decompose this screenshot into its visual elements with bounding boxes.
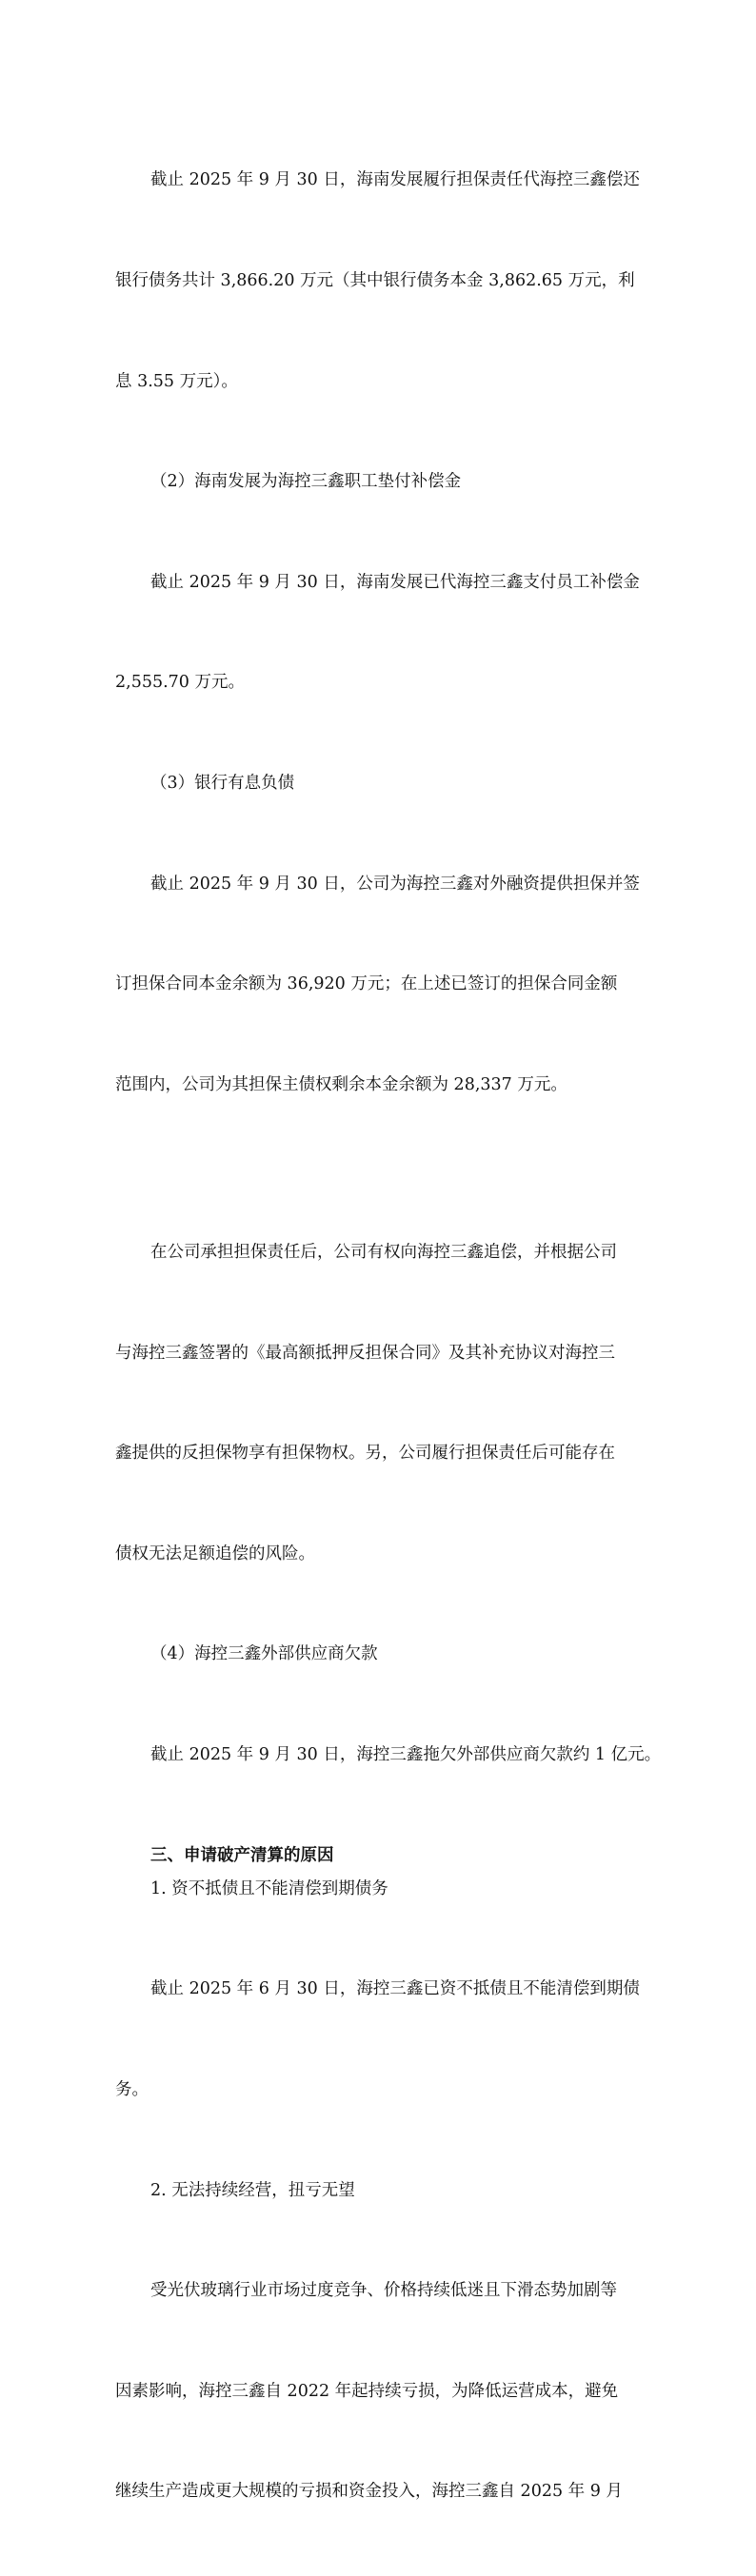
paragraph-supplier-debt — [115, 1672, 662, 1839]
text-line: （4）海控三鑫外部供应商欠款 — [150, 1644, 378, 1664]
text-line: 截止 2025 年 9 月 30 日，海南发展履行担保责任代海控三鑫偿还 — [150, 170, 640, 190]
text-line: 2. 无法持续经营，扭亏无望 — [150, 2180, 355, 2200]
text-line: 2,555.70 万元。 — [115, 673, 245, 693]
text-line: 截止 2025 年 9 月 30 日，海控三鑫拖欠外部供应商欠款约 1 亿元。 — [150, 1744, 662, 1764]
paragraph-guarantee-repayment — [115, 97, 644, 465]
text-line: 银行债务共计 3,866.20 万元（其中银行债务本金 3,862.65 万元，利 — [115, 271, 635, 291]
text-line: 范围内，公司为其担保主债权剩余本金余额为 28,337 万元。 — [115, 1074, 567, 1094]
text-line: 因素影响，海控三鑫自 2022 年起持续亏损，为降低运营成本，避免 — [115, 2381, 619, 2401]
paragraph-employee-compensation — [115, 499, 644, 767]
text-line: 受光伏玻璃行业市场过度竞争、价格持续低迷且下滑态势加剧等 — [150, 2281, 617, 2301]
text-line: 订担保合同本金余额为 36,920 万元；在上述已签订的担保合同金额 — [115, 974, 618, 994]
subheading-bank-debt — [115, 767, 644, 800]
text-line: 息 3.55 万元）。 — [115, 371, 238, 391]
text-line: 截止 2025 年 9 月 30 日，海南发展已代海控三鑫支付员工补偿金 — [150, 572, 640, 592]
text-line: 在公司承担担保责任后，公司有权向海控三鑫追偿，并根据公司 — [150, 1242, 617, 1262]
paragraph-insolvency — [115, 1906, 644, 2174]
text-line: 继续生产造成更大规模的亏损和资金投入，海控三鑫自 2025 年 9 月 — [115, 2482, 623, 2502]
paragraph-recourse — [115, 1170, 644, 1639]
subheading-supplier-debt — [115, 1638, 644, 1671]
text-line: 鑫提供的反担保物享有担保物权。另，公司履行担保责任后可能存在 — [115, 1444, 615, 1464]
text-line: （3）银行有息负债 — [150, 774, 295, 794]
text-line: 截止 2025 年 6 月 30 日，海控三鑫已资不抵债且不能清偿到期债 — [150, 1979, 640, 1999]
text-line: 1. 资不抵债且不能清偿到期债务 — [150, 1878, 388, 1898]
text-line: 三、申请破产清算的原因 — [150, 1845, 334, 1865]
text-line: 与海控三鑫签署的《最高额抵押反担保合同》及其补充协议对海控三 — [115, 1343, 615, 1363]
paragraph-bank-debt — [115, 800, 644, 1169]
text-line: （2）海南发展为海控三鑫职工垫付补偿金 — [150, 472, 462, 492]
section-heading-bankruptcy-reasons — [115, 1839, 644, 1873]
text-line: 截止 2025 年 9 月 30 日，公司为海控三鑫对外融资提供担保并签 — [150, 874, 640, 894]
subheading-employee-compensation — [115, 465, 644, 499]
text-line: 债权无法足额追偿的风险。 — [115, 1544, 315, 1563]
subheading-no-turnaround — [115, 2174, 644, 2208]
paragraph-no-turnaround — [115, 2208, 644, 2576]
document-body — [115, 97, 662, 2576]
subheading-insolvency — [115, 1873, 644, 1906]
text-line: 务。 — [115, 2079, 149, 2099]
